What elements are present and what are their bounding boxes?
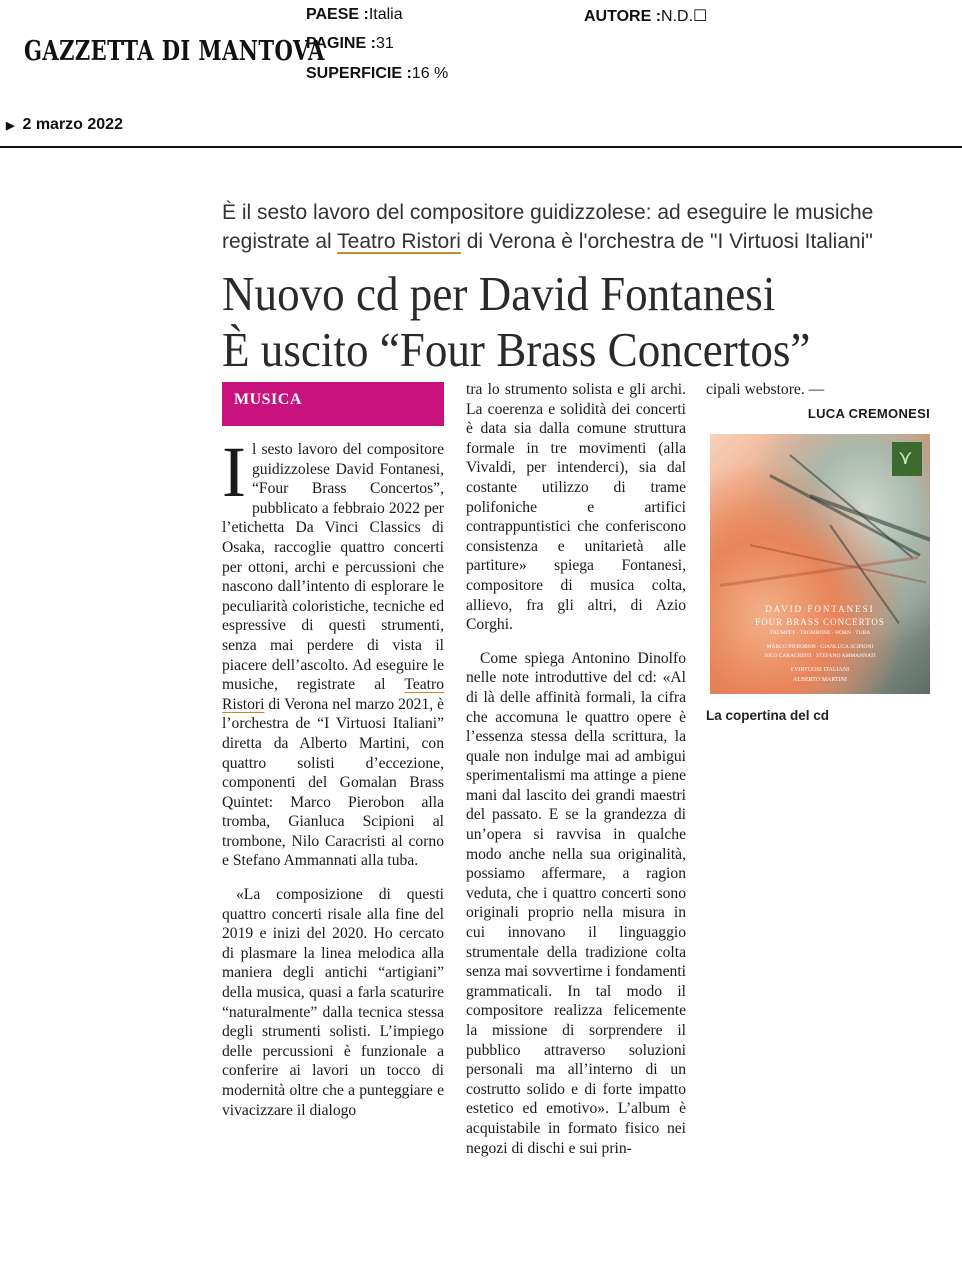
superficie-value: 16 % bbox=[411, 65, 449, 82]
cover-caption: La copertina del cd bbox=[706, 708, 830, 723]
cover-title: FOUR BRASS CONCERTOS bbox=[755, 617, 885, 627]
column-1-paragraph-1 bbox=[222, 432, 444, 871]
superficie-label: SUPERFICIE : bbox=[306, 65, 412, 82]
autore-value: N.D.☐ bbox=[661, 8, 708, 25]
column-2-paragraph-2: Come spiega Antonino Dinolfo nelle note introduttive del cd: «Al di là delle affinità formali, la cifra che accomuna le quattro opere è l’essenza stessa della scrittura, la quale non indulge mai ad ambigui sperimentalismi ma attinge a piene mani dal lascito dei grandi maestri del passato. E se la grandezza di un’opera si ravvisa in qualche modo anche nella sua originalità, possiamo affermare, a ragion veduta, che i quattro concerti sono originali proprio nella misura in cui innovano il linguaggio strumentale della tradizione colta senza mai sovvertirne i fondamenti grammaticali. In tal modo il compositore realizza felicemente la missione di sorprendere il pubblico attraverso soluzioni personali ma all’interno di un costrutto solido e di forte impatto estetico ed emotivo». L’album è acquistabile in formato fisico nei negozi di dischi e sui prin- bbox=[466, 649, 686, 1157]
article-headline bbox=[222, 266, 884, 378]
autore-label: AUTORE : bbox=[584, 8, 662, 25]
pagine-label: PAGINE : bbox=[306, 35, 376, 52]
col1-text-a: l sesto lavoro del compositore guidizzolese David Fontanesi, “Four Brass Concertos”, pubblicato a febbraio 2022 per l’etichetta Da Vinci Classics di Osaka, raccoglie quattro concerti per ottoni, archi e percussioni che nascono dall’intento di esplorare le peculiarità coloristiche, tecniche ed espressive di questi strumenti, senza mai perdere di vista il piacere dell’ascolto. Ad eseguire le musiche, registrate al bbox=[222, 441, 444, 694]
kicker-text-2: di Verona è l'orchestra de "I Virtuosi Italiani" bbox=[460, 230, 873, 253]
paese-value: Italia bbox=[368, 6, 403, 23]
masthead-logo: GAZZETTA DI MANTOVA bbox=[24, 36, 325, 67]
cover-soloists-1: MARCO PIEROBON · GIANLUCA SCIPIONI bbox=[766, 644, 874, 650]
article-column-1 bbox=[222, 432, 444, 1134]
cd-cover-image bbox=[710, 434, 930, 694]
section-tag-label: MUSICA bbox=[234, 391, 302, 408]
cover-artist: DAVID FONTANESI bbox=[765, 604, 875, 614]
column-1-paragraph-2: «La composizione di questi quattro concerti risale alla fine del 2019 e inizi del 2020. Ho cercato di plasmare la linea melodica alla maniera degli antichi “artigiani” della musica, quasi a farla scaturire “naturalmente” dalla tecnica stessa degli strumenti solisti. L’impiego delle percussioni è funzionale a conferire ai lavori un tocco di modernità oltre che a punteggiare e vivacizzare il dialogo bbox=[222, 886, 444, 1119]
article-column-3 bbox=[706, 380, 930, 423]
headline-line-2: È uscito “Four Brass Concertos” bbox=[222, 322, 811, 377]
col1-highlight: Teatro Ristori bbox=[222, 676, 444, 713]
drop-cap: I bbox=[222, 432, 246, 512]
headline-line-1: Nuovo cd per David Fontanesi bbox=[222, 266, 776, 321]
cover-brush-stroke bbox=[809, 494, 930, 546]
publication-date: 2 marzo 2022 bbox=[22, 116, 123, 133]
column-3-text: cipali webstore. — bbox=[706, 381, 825, 398]
col1-text-b: di Verona nel marzo 2021, è l’orchestra de “I Virtuosi Italiani” diretta da Alberto Martini, con quattro solisti d’eccezione, componenti del Gomalan Brass Quintet: Marco Pierobon alla tromba, Gianluca Scipioni al trombone, Nilo Caracristi al corno e Stefano Ammannati alla tuba. bbox=[222, 695, 444, 870]
kicker-highlight: Teatro Ristori bbox=[337, 230, 461, 253]
kicker-text-1: È il sesto lavoro del compositore guidizzolese: ad eseguire le musiche registrate al bbox=[222, 201, 874, 253]
cover-ensemble: I VIRTUOSI ITALIANI bbox=[790, 667, 850, 673]
pagine-value: 31 bbox=[375, 35, 394, 52]
section-tag bbox=[222, 382, 444, 426]
column-2-paragraph-1: tra lo strumento solista e gli archi. La coerenza e solidità dei concerti è data sia dalla comune struttura formale in tre movimenti (alla Vivaldi, per intenderci), sia dal costante utilizzo di trame polifoniche e artifici contrappuntistici che conferiscono consistenza e unitarietà alle partiture» spiega Fontanesi, compositore di musica colta, allievo, fra gli altri, di Azio Corghi. bbox=[466, 381, 686, 634]
paese-label: PAESE : bbox=[306, 6, 369, 23]
triangle-right-icon: ▶ bbox=[6, 120, 15, 132]
leaf-logo-icon: ⋎ bbox=[892, 442, 922, 476]
cover-soloists-2: NILO CARACRISTI · STEFANO AMMANNATI bbox=[764, 653, 876, 659]
article-author: LUCA CREMONESI bbox=[807, 405, 930, 421]
article-column-2 bbox=[466, 380, 686, 1172]
cover-conductor: ALBERTO MARTINI bbox=[793, 677, 847, 683]
article-kicker bbox=[222, 198, 922, 256]
cover-instruments: TRUMPET · TROMBONE · HORN · TUBA bbox=[769, 630, 871, 636]
